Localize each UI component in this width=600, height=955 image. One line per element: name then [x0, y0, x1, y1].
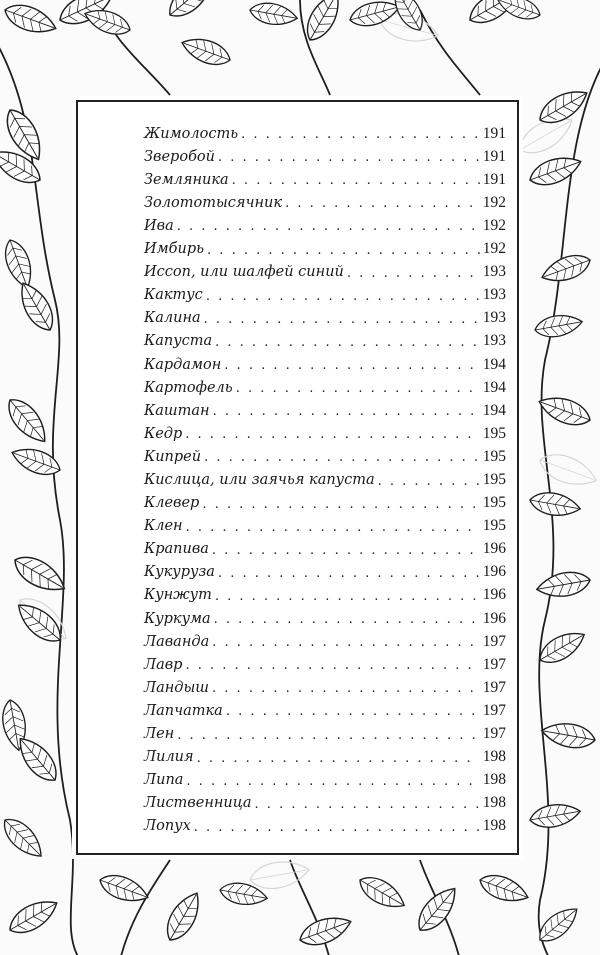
toc-entry-page: 195: [482, 494, 506, 512]
toc-entry-page: 196: [482, 609, 506, 627]
toc-entry-page: 194: [482, 401, 506, 419]
toc-entry: [144, 557, 506, 580]
toc-entry-page: 197: [482, 701, 506, 719]
toc-entry-title: Каштан: [144, 402, 210, 419]
toc-entry: [144, 765, 506, 788]
toc-leader-dots: [215, 336, 480, 349]
toc-entry-title: Ландыш: [144, 679, 210, 696]
toc-entry-title: Лопух: [144, 818, 191, 835]
toc-entry-page: 198: [482, 771, 506, 789]
toc-entry: [144, 118, 506, 141]
toc-entry: [144, 695, 506, 718]
toc-leader-dots: [204, 451, 480, 464]
toc-entry-title: Кипрей: [144, 448, 202, 465]
toc-entry-title: Лаванда: [144, 633, 210, 650]
toc-entry-page: 196: [482, 563, 506, 581]
toc-entry: [144, 280, 506, 303]
toc-entry: [144, 788, 506, 811]
toc-entry-page: 195: [482, 471, 506, 488]
toc-leader-dots: [194, 821, 480, 834]
toc-leader-dots: [186, 775, 479, 788]
toc-leader-dots: [186, 521, 480, 534]
toc-entry: [144, 603, 506, 626]
toc-entry-title: Зверобой: [144, 148, 215, 165]
toc-entry-title: Лиственница: [144, 795, 252, 812]
toc-entry-title: Крапива: [144, 541, 209, 558]
toc-leader-dots: [378, 475, 480, 488]
toc-leader-dots: [177, 729, 480, 742]
toc-entry: [144, 303, 506, 326]
toc-leader-dots: [224, 359, 479, 372]
toc-leader-dots: [236, 382, 480, 395]
toc-entry-title: Лавр: [144, 656, 183, 673]
toc-entry: [144, 464, 506, 487]
toc-entry-page: 198: [482, 817, 506, 835]
toc-entry-page: 195: [482, 424, 506, 442]
toc-entry: [144, 672, 506, 695]
toc-entry-page: 192: [482, 240, 506, 258]
toc-entry: [144, 418, 506, 441]
toc-entry: [144, 580, 506, 603]
toc-leader-dots: [255, 798, 480, 811]
toc-entry-title: Клен: [144, 518, 183, 535]
toc-entry: [144, 164, 506, 187]
toc-entry: [144, 210, 506, 233]
toc-entry-page: 191: [482, 124, 506, 142]
toc-leader-dots: [185, 428, 479, 441]
toc-leader-dots: [214, 613, 480, 626]
toc-entry-title: Капуста: [144, 333, 213, 350]
toc-entry-title: Клевер: [144, 495, 200, 512]
toc-leader-dots: [213, 405, 480, 418]
toc-leader-dots: [202, 498, 479, 511]
toc-entry: [144, 534, 506, 557]
toc-entry: [144, 349, 506, 372]
toc-entry-page: 197: [482, 632, 506, 650]
toc-entry-title: Имбирь: [144, 241, 205, 258]
toc-entry-title: Картофель: [144, 379, 233, 396]
toc-entry-title: Калина: [144, 310, 201, 327]
toc-entry-title: Лилия: [144, 749, 194, 766]
toc-entry-title: Жимолость: [144, 125, 239, 142]
toc-entry-page: 197: [482, 655, 506, 673]
toc-leader-dots: [177, 220, 480, 233]
toc-entry-title: Кактус: [144, 287, 203, 304]
toc-entry-title: Кислица, или заячья капуста: [144, 472, 375, 488]
toc-entry-title: Лапчатка: [144, 702, 223, 719]
toc-entry: [144, 395, 506, 418]
toc-entry: [144, 372, 506, 395]
toc-entry: [144, 488, 506, 511]
toc-entry-page: 193: [482, 263, 506, 281]
toc-entry-page: 197: [482, 725, 506, 743]
toc-entry-page: 198: [482, 794, 506, 812]
toc-entry: [144, 742, 506, 765]
toc-entry-title: Кукуруза: [144, 564, 215, 581]
toc-entry-page: 194: [482, 355, 506, 373]
toc-entry-title: Куркума: [144, 610, 211, 627]
toc-entry: [144, 511, 506, 534]
toc-entry-page: 191: [482, 147, 506, 165]
toc-entry: [144, 649, 506, 672]
toc-leader-dots: [347, 267, 480, 280]
toc-entry-page: 193: [482, 332, 506, 350]
toc-leader-dots: [212, 544, 480, 557]
toc-entry: [144, 141, 506, 164]
toc-entry: [144, 626, 506, 649]
toc-entry-page: 196: [482, 540, 506, 558]
toc-leader-dots: [218, 151, 480, 164]
toc-entry: [144, 233, 506, 256]
toc-entry-title: Кедр: [144, 425, 183, 442]
toc-entry-page: 195: [482, 447, 506, 465]
toc-entry-page: 198: [482, 748, 506, 766]
toc-list: [144, 118, 506, 834]
toc-leader-dots: [206, 290, 480, 303]
toc-entry-page: 192: [482, 193, 506, 211]
toc-entry-title: Земляника: [144, 171, 229, 188]
toc-entry-title: Ива: [144, 217, 174, 234]
toc-entry-title: Кардамон: [144, 356, 222, 373]
toc-leader-dots: [218, 567, 480, 580]
toc-entry-page: 193: [482, 286, 506, 304]
toc-leader-dots: [204, 313, 480, 326]
toc-entry-title: Кунжут: [144, 587, 212, 604]
table-of-contents-panel: [76, 100, 519, 855]
toc-leader-dots: [212, 682, 480, 695]
toc-entry-page: 197: [482, 678, 506, 696]
toc-entry-page: 195: [482, 517, 506, 535]
toc-entry-page: 192: [482, 216, 506, 234]
toc-leader-dots: [212, 636, 480, 649]
toc-entry-page: 194: [482, 378, 506, 396]
toc-leader-dots: [232, 174, 480, 187]
toc-entry-title: Иссоп, или шалфей синий: [144, 264, 344, 281]
toc-entry: [144, 811, 506, 834]
toc-leader-dots: [241, 128, 480, 141]
toc-entry-page: 191: [482, 170, 506, 188]
toc-entry: [144, 257, 506, 280]
toc-entry-title: Лен: [144, 726, 175, 743]
toc-entry: [144, 441, 506, 464]
toc-leader-dots: [285, 197, 480, 210]
toc-leader-dots: [185, 659, 479, 672]
toc-leader-dots: [197, 752, 480, 765]
toc-leader-dots: [215, 590, 480, 603]
toc-entry: [144, 187, 506, 210]
toc-entry-page: 193: [482, 309, 506, 327]
toc-entry-title: Липа: [144, 772, 184, 789]
toc-entry-title: Золототысячник: [144, 194, 283, 211]
toc-leader-dots: [226, 705, 480, 718]
toc-entry: [144, 326, 506, 349]
toc-leader-dots: [207, 244, 480, 257]
toc-entry-page: 196: [482, 586, 506, 604]
toc-entry: [144, 718, 506, 741]
